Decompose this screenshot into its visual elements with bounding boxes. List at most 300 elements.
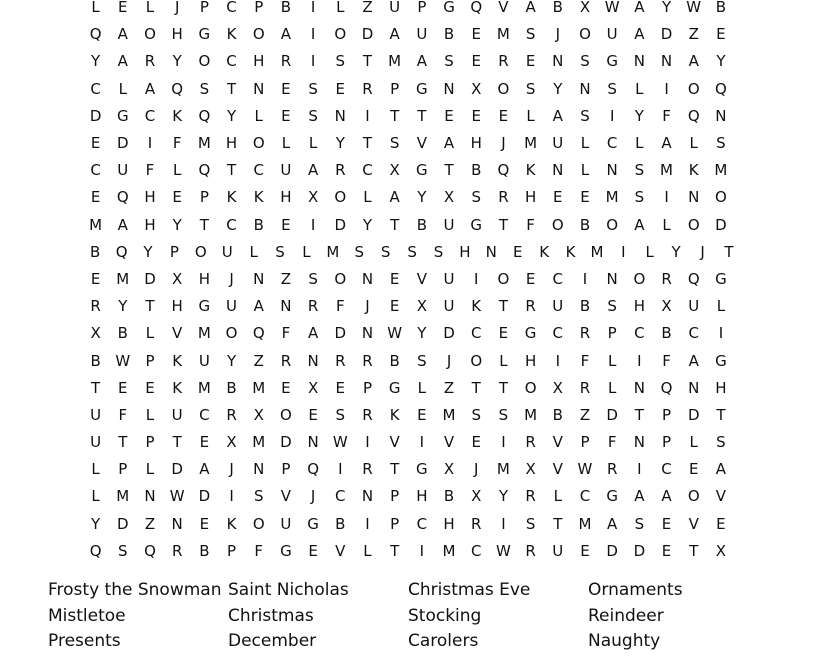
grid-letter: F <box>662 106 671 125</box>
grid-row <box>82 456 742 483</box>
grid-letter: T <box>390 215 400 234</box>
grid-letter: Y <box>118 297 128 316</box>
grid-letter: W <box>169 487 185 506</box>
grid-row <box>82 347 742 374</box>
grid-letter: C <box>579 487 591 506</box>
grid-letter: W <box>115 351 131 370</box>
grid-letter: O <box>687 487 700 506</box>
grid-letter: A <box>634 215 645 234</box>
grid-letter: B <box>579 297 591 316</box>
grid-letter: K <box>688 161 699 180</box>
grid-letter: X <box>307 378 319 397</box>
word-item: Christmas Eve <box>408 580 531 600</box>
grid-letter: F <box>254 541 264 560</box>
grid-letter: P <box>362 378 372 397</box>
grid-letter: A <box>715 460 727 479</box>
grid-letter: C <box>253 161 264 180</box>
grid-letter: L <box>91 460 100 479</box>
grid-letter: U <box>552 541 564 560</box>
grid-letter: L <box>580 161 590 180</box>
grid-letter: P <box>281 460 291 479</box>
grid-letter: R <box>362 405 373 424</box>
grid-letter: T <box>91 378 101 397</box>
grid-letter: P <box>662 405 672 424</box>
grid-letter: P <box>169 242 179 261</box>
grid-letter: B <box>280 0 292 17</box>
grid-letter: A <box>634 487 645 506</box>
grid-letter: A <box>117 215 128 234</box>
grid-letter: T <box>226 79 237 98</box>
grid-letter: T <box>471 378 481 397</box>
grid-letter: B <box>90 242 101 261</box>
grid-letter: Q <box>115 242 128 261</box>
grid-letter: X <box>226 433 237 452</box>
grid-letter: Z <box>579 405 591 424</box>
grid-letter: E <box>471 433 481 452</box>
grid-letter: E <box>90 134 101 153</box>
grid-letter: N <box>552 52 564 71</box>
grid-letter: B <box>199 541 210 560</box>
grid-letter: K <box>226 514 237 533</box>
grid-letter: R <box>525 433 536 452</box>
grid-letter: H <box>144 188 156 207</box>
grid-letter: F <box>526 215 535 234</box>
grid-letter: O <box>252 25 265 44</box>
grid-letter: S <box>716 433 726 452</box>
grid-letter: B <box>552 405 563 424</box>
grid-letter: L <box>363 188 372 207</box>
grid-letter: G <box>280 541 292 560</box>
grid-letter: L <box>145 405 155 424</box>
grid-letter: A <box>117 52 128 71</box>
grid-letter: U <box>90 405 102 424</box>
grid-letter: X <box>253 405 264 424</box>
grid-letter: U <box>171 405 183 424</box>
grid-letter: N <box>334 106 346 125</box>
grid-letter: A <box>688 351 699 370</box>
grid-letter: G <box>416 79 428 98</box>
grid-letter: E <box>281 378 291 397</box>
grid-letter: B <box>471 161 482 180</box>
grid-letter: N <box>633 378 645 397</box>
grid-letter: D <box>606 541 618 560</box>
grid-letter: F <box>145 161 155 180</box>
grid-letter: T <box>226 161 237 180</box>
grid-row <box>82 157 742 184</box>
grid-letter: I <box>310 25 316 44</box>
grid-letter: P <box>227 541 237 560</box>
grid-letter: Z <box>280 269 292 288</box>
word-item: Mistletoe <box>48 605 126 626</box>
grid-letter: F <box>662 351 671 370</box>
grid-letter: R <box>498 52 509 71</box>
grid-letter: H <box>198 269 210 288</box>
grid-letter: Q <box>687 269 700 288</box>
grid-letter: L <box>716 297 726 316</box>
grid-letter: G <box>198 25 211 44</box>
grid-letter: O <box>633 269 646 288</box>
grid-letter: Z <box>144 514 156 533</box>
grid-letter: R <box>606 460 618 479</box>
grid-letter: M <box>252 433 266 452</box>
grid-letter: S <box>607 297 617 316</box>
grid-letter: R <box>579 378 591 397</box>
grid-letter: C <box>199 405 210 424</box>
grid-letter: V <box>335 541 346 560</box>
word-item: December <box>228 631 317 651</box>
grid-letter: Q <box>89 25 102 44</box>
grid-letter: O <box>144 25 156 44</box>
grid-letter: X <box>416 297 427 316</box>
grid-letter: S <box>308 269 318 288</box>
grid-letter: R <box>471 514 482 533</box>
grid-letter: T <box>634 405 644 424</box>
grid-letter: D <box>443 324 455 343</box>
grid-row <box>82 511 742 538</box>
grid-letter: E <box>716 25 726 44</box>
grid-letter: P <box>580 433 590 452</box>
grid-letter: F <box>335 297 345 316</box>
grid-letter: W <box>495 541 511 560</box>
grid-row <box>82 429 742 456</box>
grid-letter: L <box>689 134 698 153</box>
grid-letter: R <box>362 79 373 98</box>
word-item: Saint Nicholas <box>228 580 349 600</box>
grid-letter: L <box>662 215 671 234</box>
grid-letter: T <box>417 106 427 125</box>
grid-letter: S <box>525 514 536 533</box>
grid-letter: W <box>387 324 403 343</box>
grid-letter: E <box>281 106 291 125</box>
grid-letter: N <box>606 161 618 180</box>
grid-letter: D <box>361 25 374 44</box>
grid-letter: G <box>416 460 428 479</box>
grid-letter: K <box>226 188 237 207</box>
grid-letter: B <box>552 0 563 17</box>
grid-letter: L <box>607 351 617 370</box>
grid-letter: R <box>661 269 672 288</box>
grid-letter: D <box>633 541 646 560</box>
grid-letter: L <box>172 161 182 180</box>
grid-letter: Q <box>470 0 483 17</box>
grid-letter: Q <box>497 161 510 180</box>
grid-letter: R <box>144 52 156 71</box>
grid-letter: O <box>334 269 347 288</box>
grid-row <box>82 212 742 239</box>
grid-letter: D <box>198 487 211 506</box>
grid-letter: E <box>716 514 726 533</box>
grid-letter: E <box>661 541 672 560</box>
grid-letter: I <box>419 541 425 560</box>
grid-letter: M <box>197 378 211 397</box>
grid-letter: W <box>604 0 620 17</box>
grid-letter: N <box>485 242 497 261</box>
grid-letter: V <box>715 487 727 506</box>
grid-letter: C <box>226 52 237 71</box>
grid-letter: C <box>416 514 428 533</box>
grid-letter: G <box>606 487 618 506</box>
grid-row <box>82 266 742 293</box>
grid-row <box>82 375 742 402</box>
grid-letter: T <box>172 433 182 452</box>
grid-letter: D <box>334 324 347 343</box>
grid-letter: B <box>443 487 455 506</box>
grid-letter: I <box>718 324 724 343</box>
grid-letter: S <box>634 188 645 207</box>
grid-letter: N <box>307 433 319 452</box>
grid-letter: R <box>171 541 183 560</box>
grid-letter: Y <box>143 242 153 261</box>
grid-letter: Q <box>89 541 102 560</box>
grid-letter: H <box>280 188 292 207</box>
grid-letter: L <box>145 460 155 479</box>
grid-letter: K <box>565 242 576 261</box>
grid-letter: M <box>388 52 402 71</box>
grid-letter: A <box>144 79 156 98</box>
grid-letter: D <box>171 460 183 479</box>
grid-letter: G <box>443 0 455 17</box>
grid-letter: C <box>90 79 101 98</box>
grid-letter: Z <box>443 378 455 397</box>
grid-letter: R <box>280 351 292 370</box>
grid-letter: Y <box>335 134 345 153</box>
grid-letter: J <box>474 460 479 479</box>
grid-letter: Y <box>671 242 681 261</box>
grid-letter: C <box>144 106 156 125</box>
grid-letter: E <box>308 541 318 560</box>
grid-letter: U <box>552 134 564 153</box>
grid-letter: S <box>308 79 318 98</box>
grid-letter: E <box>90 269 101 288</box>
grid-letter: D <box>715 215 727 234</box>
grid-letter: E <box>498 324 509 343</box>
grid-letter: X <box>172 269 183 288</box>
grid-letter: Y <box>634 106 644 125</box>
grid-letter: V <box>688 514 699 533</box>
grid-letter: L <box>499 351 508 370</box>
grid-letter: T <box>716 405 726 424</box>
grid-letter: R <box>525 487 536 506</box>
grid-letter: R <box>307 297 319 316</box>
grid-letter: N <box>253 269 265 288</box>
word-item: Frosty the Snowman <box>48 580 222 600</box>
grid-letter: R <box>362 460 373 479</box>
grid-letter: M <box>197 134 211 153</box>
grid-letter: R <box>335 161 346 180</box>
grid-letter: O <box>198 52 211 71</box>
grid-letter: P <box>118 460 128 479</box>
grid-letter: P <box>662 433 672 452</box>
grid-letter: A <box>443 134 455 153</box>
grid-letter: X <box>579 0 591 17</box>
grid-letter: V <box>416 134 427 153</box>
grid-letter: H <box>416 487 428 506</box>
grid-letter: A <box>525 0 536 17</box>
grid-row <box>82 21 742 48</box>
grid-letter: L <box>635 79 644 98</box>
grid-letter: B <box>253 215 264 234</box>
grid-letter: A <box>661 134 672 153</box>
grid-letter: D <box>89 106 102 125</box>
grid-letter: A <box>688 52 699 71</box>
grid-letter: R <box>525 297 536 316</box>
grid-letter: N <box>361 487 374 506</box>
grid-letter: C <box>90 161 101 180</box>
grid-letter: C <box>606 134 618 153</box>
word-item: Christmas <box>228 605 314 626</box>
grid-letter: N <box>579 79 591 98</box>
grid-letter: S <box>525 25 536 44</box>
word-item: Presents <box>48 631 121 651</box>
grid-letter: A <box>634 0 645 17</box>
grid-letter: L <box>281 134 291 153</box>
grid-letter: M <box>116 487 130 506</box>
grid-letter: N <box>280 297 292 316</box>
grid-letter: H <box>470 134 482 153</box>
grid-row <box>82 402 742 429</box>
grid-row <box>82 130 742 157</box>
grid-letter: O <box>252 514 265 533</box>
word-item: Carolers <box>408 631 479 651</box>
grid-letter: N <box>633 433 645 452</box>
grid-letter: L <box>249 242 258 261</box>
grid-letter: B <box>226 378 237 397</box>
grid-letter: I <box>419 433 425 452</box>
grid-letter: B <box>117 324 128 343</box>
grid-letter: A <box>661 487 672 506</box>
grid-letter: I <box>664 79 669 98</box>
grid-letter: I <box>310 215 316 234</box>
grid-letter: K <box>172 378 183 397</box>
grid-letter: E <box>580 541 590 560</box>
grid-letter: X <box>552 378 563 397</box>
grid-row <box>82 103 742 130</box>
grid-letter: I <box>365 433 370 452</box>
grid-letter: Y <box>417 188 427 207</box>
grid-letter: C <box>226 0 237 17</box>
grid-letter: K <box>253 188 264 207</box>
grid-letter: I <box>501 514 506 533</box>
grid-letter: E <box>145 378 155 397</box>
grid-letter: J <box>229 269 234 288</box>
grid-letter: V <box>552 460 563 479</box>
grid-letter: U <box>688 297 700 316</box>
grid-letter: R <box>525 541 536 560</box>
grid-letter: L <box>145 0 155 17</box>
grid-letter: E <box>90 188 101 207</box>
grid-letter: U <box>389 0 401 17</box>
grid-letter: L <box>308 134 318 153</box>
grid-letter: G <box>470 215 483 234</box>
grid-letter: W <box>686 0 702 17</box>
grid-letter: H <box>144 215 156 234</box>
grid-letter: J <box>555 25 560 44</box>
grid-letter: R <box>362 351 373 370</box>
grid-letter: O <box>334 188 347 207</box>
grid-letter: T <box>498 378 508 397</box>
grid-letter: U <box>280 514 292 533</box>
grid-letter: I <box>310 0 316 17</box>
grid-letter: Q <box>307 460 319 479</box>
grid-letter: X <box>90 324 101 343</box>
grid-letter: G <box>606 52 618 71</box>
grid-letter: P <box>390 514 400 533</box>
grid-letter: O <box>524 378 537 397</box>
grid-letter: T <box>362 52 373 71</box>
grid-letter: J <box>501 134 506 153</box>
grid-letter: S <box>716 134 726 153</box>
grid-letter: I <box>365 514 370 533</box>
grid-letter: M <box>116 269 130 288</box>
grid-letter: I <box>582 269 588 288</box>
grid-letter: Y <box>716 52 726 71</box>
grid-letter: E <box>118 0 128 17</box>
grid-letter: G <box>388 378 401 397</box>
grid-letter: V <box>552 433 563 452</box>
grid-letter: L <box>118 79 127 98</box>
grid-letter: O <box>225 324 238 343</box>
grid-letter: S <box>417 351 427 370</box>
grid-letter: E <box>281 215 291 234</box>
grid-letter: S <box>199 79 210 98</box>
grid-letter: E <box>199 433 210 452</box>
grid-letter: P <box>390 487 400 506</box>
grid-letter: E <box>417 405 427 424</box>
grid-letter: V <box>172 324 183 343</box>
grid-letter: H <box>171 25 183 44</box>
grid-letter: R <box>335 351 346 370</box>
grid-letter: B <box>335 514 346 533</box>
grid-letter: I <box>147 134 153 153</box>
grid-letter: O <box>334 25 347 44</box>
grid-letter: T <box>390 460 400 479</box>
grid-letter: V <box>416 269 427 288</box>
grid-letter: L <box>91 487 100 506</box>
grid-letter: X <box>307 188 319 207</box>
grid-letter: B <box>579 215 591 234</box>
grid-letter: T <box>362 134 373 153</box>
grid-letter: E <box>553 188 563 207</box>
grid-letter: N <box>361 324 374 343</box>
grid-letter: S <box>118 541 128 560</box>
grid-letter: G <box>416 161 428 180</box>
word-item: Ornaments <box>588 580 683 600</box>
grid-letter: Y <box>172 52 182 71</box>
grid-letter: Z <box>362 0 373 17</box>
grid-letter: Y <box>661 0 672 17</box>
grid-letter: A <box>307 161 319 180</box>
grid-letter: S <box>580 106 590 125</box>
word-item: Reindeer <box>588 605 664 626</box>
grid-letter: Y <box>362 215 373 234</box>
grid-row <box>82 239 742 266</box>
grid-letter: F <box>607 433 617 452</box>
grid-letter: H <box>253 52 265 71</box>
word-list <box>48 580 808 653</box>
grid-letter: O <box>497 269 510 288</box>
grid-letter: M <box>605 188 619 207</box>
grid-letter: E <box>172 188 182 207</box>
grid-letter: C <box>552 269 564 288</box>
grid-letter: U <box>552 297 564 316</box>
grid-letter: W <box>332 433 348 452</box>
grid-letter: C <box>634 324 645 343</box>
grid-letter: D <box>687 405 700 424</box>
word-item: Naughty <box>588 631 661 651</box>
grid-letter: E <box>688 460 699 479</box>
grid-letter: R <box>579 324 591 343</box>
grid-letter: X <box>389 161 400 180</box>
